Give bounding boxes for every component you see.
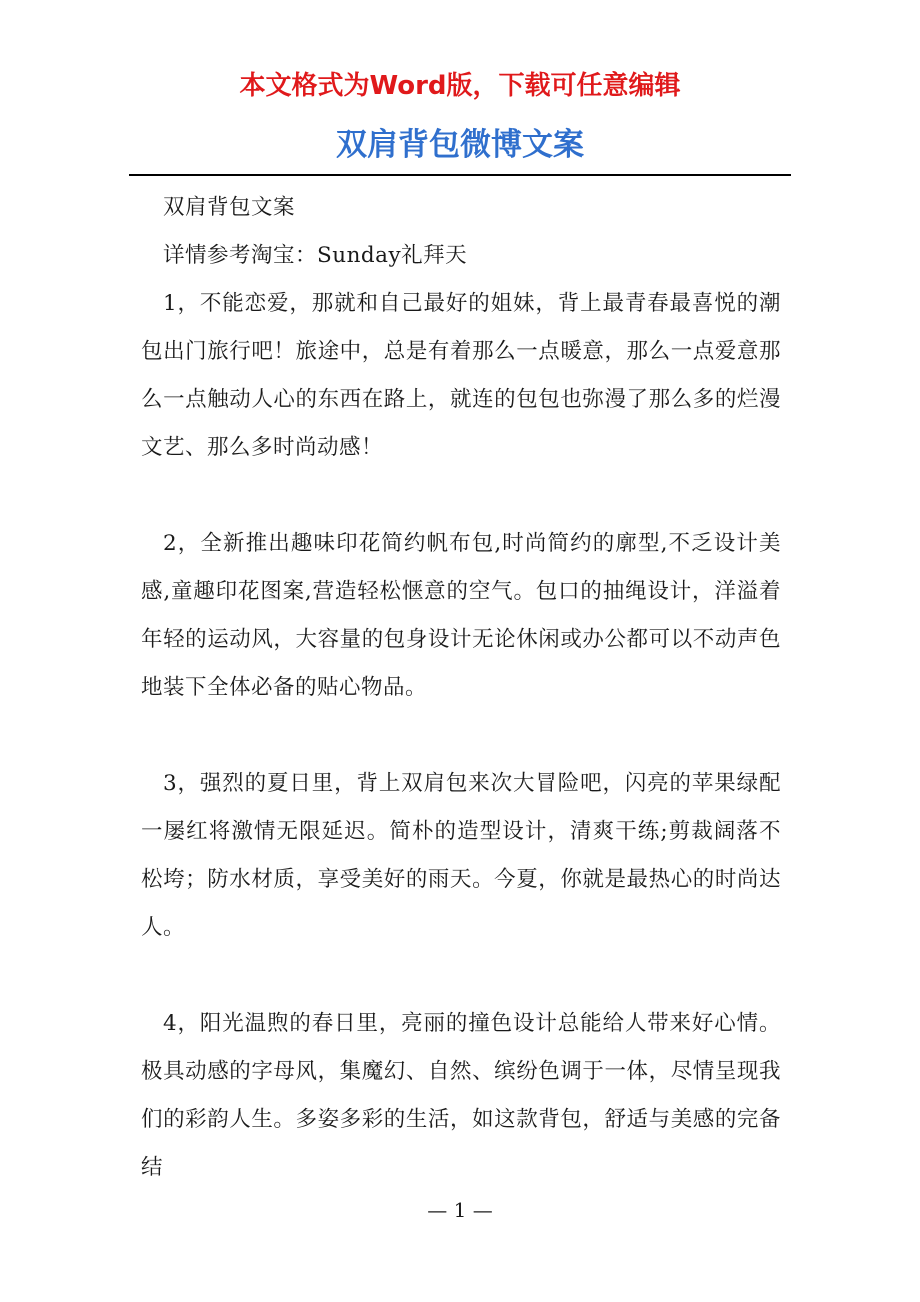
source-paragraph: 详情参考淘宝：Sunday礼拜天: [163, 243, 468, 268]
document-title: 双肩背包微博文案: [336, 127, 584, 163]
subtitle-paragraph: 双肩背包文案: [163, 195, 296, 220]
copy-paragraph-2: 2，全新推出趣味印花简约帆布包,时尚简约的廓型,不乏设计美感,童趣印花图案,营造轻松惬意的空气。包口的抽绳设计，洋溢着年轻的运动风，大容量的包身设计无论休闲或办公都可以不动声色地装下全体必备的贴心物品。: [141, 531, 781, 700]
copy-paragraph-3: 3，强烈的夏日里，背上双肩包来次大冒险吧，闪亮的苹果绿配一屡红将激情无限延迟。简朴的造型设计，清爽干练;剪裁阔落不松垮；防水材质，享受美好的雨天。今夏，你就是最热心的时尚达人。: [141, 771, 781, 940]
document-body: [141, 184, 781, 1192]
format-notice: 本文格式为Word版，下载可任意编辑: [239, 71, 681, 101]
copy-paragraph-1: 1，不能恋爱，那就和自己最好的姐妹，背上最青春最喜悦的潮包出门旅行吧！旅途中，总是有着那么一点暖意，那么一点爱意那么一点触动人心的东西在路上，就连的包包也弥漫了那么多的烂漫文艺、那么多时尚动感！: [141, 291, 781, 460]
title-divider: [129, 174, 791, 176]
page-number: — 1 —: [427, 1198, 493, 1222]
copy-paragraph-4: 4，阳光温煦的春日里，亮丽的撞色设计总能给人带来好心情。极具动感的字母风，集魔幻、自然、缤纷色调于一体，尽情呈现我们的彩韵人生。多姿多彩的生活，如这款背包，舒适与美感的完备结: [141, 1011, 781, 1180]
